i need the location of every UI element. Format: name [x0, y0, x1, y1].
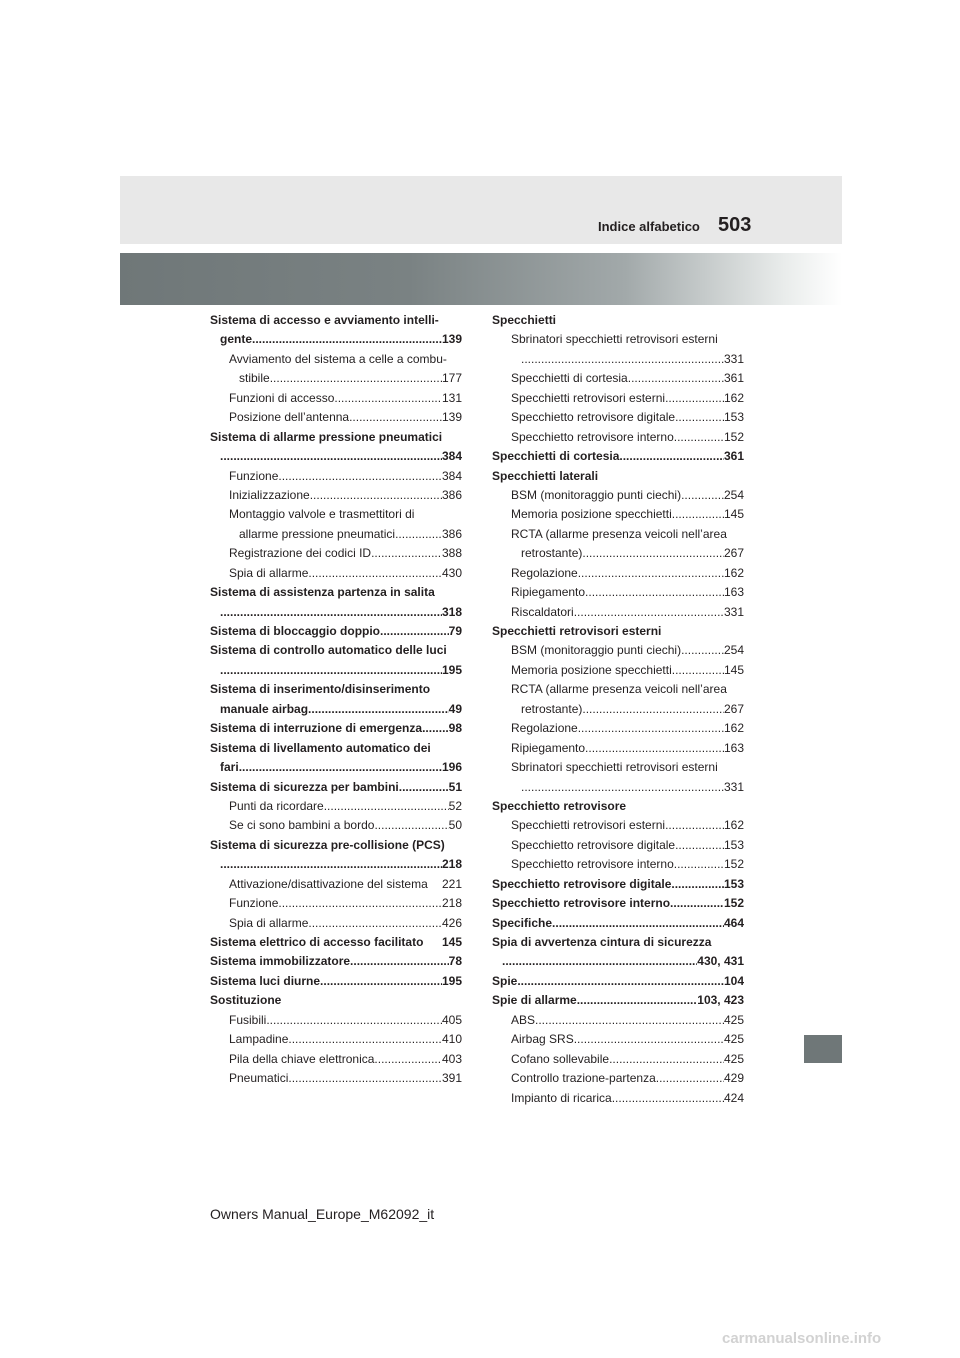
dot-leader [681, 486, 724, 505]
index-entry [210, 564, 462, 583]
index-entry-page: 152 [723, 429, 744, 444]
dot-leader [681, 641, 724, 660]
index-entry: Sostituzione [210, 993, 282, 1008]
index-entry [492, 369, 744, 388]
index-entry [210, 1050, 462, 1069]
header-gradient-band [120, 253, 842, 305]
index-entry [492, 428, 744, 447]
index-entry [210, 467, 462, 486]
index-entry [210, 875, 462, 894]
dot-leader [577, 991, 698, 1010]
index-entry-text: Specchietti retrovisori esterni [511, 818, 666, 833]
index-entry-page: 221 [441, 876, 462, 891]
index-entry: Specchietti [492, 313, 557, 327]
dot-leader [320, 972, 442, 991]
index-entry-page: 403 [441, 1051, 462, 1066]
index-entry [492, 544, 744, 563]
dot-leader [270, 369, 442, 388]
index-entry-page: 196 [441, 760, 462, 775]
index-entry [210, 1011, 462, 1030]
index-entry-page: 429 [723, 1071, 744, 1086]
page-number: 503 [718, 214, 752, 236]
index-entry-page: 51 [448, 779, 462, 794]
index-entry [492, 447, 744, 466]
index-entry-page: 254 [723, 643, 744, 658]
index-entry-text: Specchietto retrovisore interno [511, 857, 674, 872]
index-entry-page: 388 [441, 546, 462, 561]
index-entry: Montaggio valvole e trasmettitori di [229, 507, 415, 522]
index-entry [210, 719, 462, 738]
index-entry [492, 914, 744, 933]
index-entry: Sistema di accesso e avviamento intelli- [210, 313, 439, 327]
index-entry-page: 425 [723, 1012, 744, 1027]
index-entry [492, 991, 744, 1010]
dot-leader [672, 661, 724, 680]
index-entry [492, 1069, 744, 1088]
index-entry-text: Inizializzazione [229, 487, 310, 502]
dot-leader [310, 486, 442, 505]
index-entry-text: BSM (monitoraggio punti ciechi) [511, 487, 682, 502]
index-entry-page: 410 [441, 1032, 462, 1047]
index-entry [210, 486, 462, 505]
dot-leader [517, 972, 724, 991]
index-entry [492, 350, 744, 369]
index-entry-text: Ripiegamento [511, 740, 586, 755]
index-entry [492, 952, 744, 971]
dot-leader [308, 914, 442, 933]
index-entry-page: 152 [723, 896, 744, 911]
index-entry-text: ABS [511, 1012, 536, 1027]
dot-leader [278, 467, 442, 486]
index-entry [210, 700, 462, 719]
dot-leader [266, 1011, 442, 1030]
index-entry-text: Sistema di sicurezza per bambini [210, 779, 399, 794]
index-entry: Sbrinatori specchietti retrovisori esterni [511, 332, 718, 347]
index-entry-page: 79 [448, 624, 462, 638]
index-entry: Sistema di inserimento/disinserimento [210, 682, 431, 697]
index-entry-page: 331 [723, 779, 744, 794]
dot-leader [671, 875, 724, 894]
index-entry [492, 972, 744, 991]
index-entry-text: Registrazione dei codici ID [229, 546, 372, 561]
index-entry-page: 153 [723, 410, 744, 425]
index-entry-page: 52 [448, 798, 462, 813]
index-entry-page: 267 [723, 701, 744, 716]
footer-manual-id: Owners Manual_Europe_M62092_it [210, 1206, 435, 1222]
section-tab-marker [804, 1035, 842, 1063]
index-entry-text: Lampadine [229, 1032, 289, 1047]
index-entry-text: Specchietti di cortesia [492, 449, 620, 464]
index-entry [210, 816, 462, 835]
index-entry-text: Sistema immobilizzatore [210, 954, 351, 969]
dot-leader [374, 1050, 442, 1069]
index-entry [492, 719, 744, 738]
index-entry-text: Attivazione/disattivazione del sistema [229, 876, 428, 891]
dot-leader [612, 1089, 724, 1108]
index-entry-page: 163 [723, 585, 744, 600]
index-entry-page: 153 [723, 837, 744, 852]
dot-leader [349, 408, 442, 427]
index-entry-text: Spia di allarme [229, 915, 309, 930]
dot-leader [422, 719, 449, 738]
index-entry-text: retrostante) [521, 546, 583, 561]
dot-leader [582, 700, 724, 719]
dot-leader [578, 564, 724, 583]
index-entry-text: Funzioni di accesso [229, 390, 335, 405]
index-entry: Avviamento del sistema a celle a combu- [229, 351, 447, 366]
index-entry-page: 331 [723, 604, 744, 619]
index-entry [492, 1030, 744, 1049]
index-entry-text: Funzione [229, 468, 279, 483]
index-entry: Sistema di sicurezza pre-collisione (PCS) [210, 837, 445, 852]
index-entry: Specchietti retrovisori esterni [492, 624, 662, 638]
index-entry [492, 583, 744, 602]
index-entry-text: Sistema elettrico di accesso facilitato [210, 935, 424, 949]
index-entry-text: Specchietto retrovisore digitale [492, 876, 672, 891]
index-entry: Sistema di livellamento automatico dei [210, 740, 431, 755]
index-entry [492, 778, 744, 797]
index-entry-text: Spia di allarme [229, 565, 309, 580]
index-entry-page: 464 [723, 915, 744, 930]
index-entry-text: Regolazione [511, 565, 578, 580]
dot-leader [423, 933, 442, 952]
dot-leader [350, 952, 449, 971]
index-entry-page: 103, 423 [697, 993, 744, 1008]
index-entry-page: 386 [441, 487, 462, 502]
index-entry [210, 661, 462, 680]
dot-leader [220, 603, 442, 622]
index-entry-text: Controllo trazione-partenza [511, 1071, 656, 1086]
dot-leader [288, 1030, 442, 1049]
index-entry-text: Memoria posizione specchietti [511, 662, 672, 677]
index-entry [210, 1030, 462, 1049]
index-entry-page: 424 [723, 1090, 744, 1105]
dot-leader [578, 719, 724, 738]
index-entry [492, 603, 744, 622]
dot-leader [521, 778, 724, 797]
index-entry [492, 1089, 744, 1108]
index-entry-text: Specchietto retrovisore digitale [511, 410, 676, 425]
index-entry-page: 254 [723, 487, 744, 502]
index-entry-page: 162 [723, 721, 744, 736]
dot-leader [675, 408, 724, 427]
index-entry-text: Riscaldatori [511, 604, 574, 619]
index-entry-text: Cofano sollevabile [511, 1051, 610, 1066]
index-entry-page: 104 [723, 973, 744, 988]
dot-leader [395, 525, 442, 544]
index-entry [492, 641, 744, 660]
index-entry-page: 384 [441, 449, 462, 464]
index-entry-page: 139 [441, 410, 462, 425]
index-entry [210, 894, 462, 913]
index-entry-page: 49 [448, 701, 462, 716]
index-entry [210, 972, 462, 991]
index-entry [210, 778, 462, 797]
dot-leader [380, 622, 449, 641]
index-entry [210, 622, 462, 641]
index-entry-text: allarme pressione pneumatici [239, 526, 396, 541]
index-entry-text: gente [220, 332, 253, 347]
index-entry-page: 162 [723, 565, 744, 580]
index-entry-page: 195 [441, 973, 462, 988]
index-entry-page: 361 [723, 449, 744, 464]
index-entry-text: Pila della chiave elettronica [229, 1051, 375, 1066]
index-entry-text: Funzione [229, 896, 279, 911]
index-entry [492, 875, 744, 894]
index-entry [210, 603, 462, 622]
index-entry-text: Impianto di ricarica [511, 1090, 612, 1105]
dot-leader [585, 739, 724, 758]
index-column-right [492, 311, 744, 1108]
dot-leader [220, 447, 442, 466]
index-column-left [210, 311, 462, 1089]
index-entry-page: 153 [723, 876, 744, 891]
index-entry-text: Specchietto retrovisore interno [511, 429, 674, 444]
dot-leader [670, 894, 724, 913]
index-entry-text: Airbag SRS [511, 1032, 574, 1047]
index-entry-text: Posizione dell’antenna [229, 410, 350, 425]
index-entry [492, 389, 744, 408]
index-entry: Sistema di assistenza partenza in salita [210, 585, 435, 600]
index-entry-text: Ripiegamento [511, 585, 586, 600]
index-entry-page: 430 [441, 565, 462, 580]
dot-leader [665, 816, 724, 835]
dot-leader [521, 350, 724, 369]
dot-leader [324, 797, 449, 816]
dot-leader [428, 875, 442, 894]
index-entry [492, 486, 744, 505]
index-entry-text: manuale airbag [220, 701, 309, 716]
index-entry-text: stibile [239, 371, 270, 386]
watermark: carmanualsonline.info [722, 1330, 882, 1347]
dot-leader [552, 914, 724, 933]
dot-leader [288, 1069, 442, 1088]
index-entry-text: Spie [492, 973, 518, 988]
dot-leader [628, 369, 724, 388]
index-entry [492, 408, 744, 427]
index-entry [210, 797, 462, 816]
index-entry [210, 855, 462, 874]
index-entry [492, 564, 744, 583]
index-entry-text: Specifiche [492, 915, 553, 930]
dot-leader [675, 836, 724, 855]
index-entry-page: 425 [723, 1051, 744, 1066]
dot-leader [239, 758, 442, 777]
index-entry [210, 1069, 462, 1088]
index-entry-text: Regolazione [511, 721, 578, 736]
index-entry-page: 318 [441, 604, 462, 619]
index-entry-text: Sistema luci diurne [210, 973, 321, 988]
dot-leader [619, 447, 724, 466]
index-entry [492, 855, 744, 874]
dot-leader [582, 544, 724, 563]
dot-leader [656, 1069, 724, 1088]
section-title: Indice alfabetico [598, 219, 700, 234]
index-entry-text: Specchietti retrovisori esterni [511, 390, 666, 405]
index-entry [210, 447, 462, 466]
index-entry-text: Specchietto retrovisore interno [492, 896, 671, 911]
index-entry: Specchietto retrovisore [492, 798, 627, 813]
index-entry-page: 267 [723, 546, 744, 561]
dot-leader [585, 583, 724, 602]
index-entry-page: 195 [441, 662, 462, 677]
index-entry [492, 816, 744, 835]
index-entry-text: fari [220, 760, 239, 775]
index-entry [210, 933, 462, 952]
dot-leader [399, 778, 449, 797]
dot-leader [374, 816, 448, 835]
dot-leader [334, 389, 442, 408]
index-entry [492, 505, 744, 524]
index-entry-page: 405 [441, 1012, 462, 1027]
index-entry-page: 386 [441, 526, 462, 541]
index-entry: RCTA (allarme presenza veicoli nell’area [511, 526, 727, 541]
index-entry-text: Punti da ricordare [229, 798, 324, 813]
index-entry-page: 177 [441, 371, 462, 386]
dot-leader [220, 661, 442, 680]
index-entry-text: Fusibili [229, 1012, 267, 1027]
index-entry-text: Pneumatici [229, 1071, 289, 1086]
index-entry [492, 836, 744, 855]
index-entry-text: Se ci sono bambini a bordo [229, 818, 375, 833]
index-entry [210, 758, 462, 777]
dot-leader [308, 564, 442, 583]
index-entry-page: 78 [448, 954, 462, 969]
index-entry [210, 952, 462, 971]
index-entry-page: 384 [441, 468, 462, 483]
dot-leader [308, 700, 449, 719]
index-entry-text: Sistema di bloccaggio doppio [210, 624, 381, 638]
dot-leader [502, 952, 697, 971]
index-entry [210, 408, 462, 427]
dot-leader [665, 389, 724, 408]
dot-leader [220, 855, 442, 874]
index-entry [492, 1011, 744, 1030]
index-entry [492, 894, 744, 913]
index-entry: Sbrinatori specchietti retrovisori esterni [511, 760, 718, 775]
dot-leader [672, 505, 724, 524]
index-entry-text: Sistema di interruzione di emergenza [210, 721, 423, 736]
index-entry-page: 425 [723, 1032, 744, 1047]
dot-leader [278, 894, 442, 913]
index-entry-page: 218 [441, 857, 462, 872]
index-entry [492, 700, 744, 719]
index-entry [210, 525, 462, 544]
index-entry [210, 914, 462, 933]
index-entry [210, 389, 462, 408]
index-entry [492, 739, 744, 758]
index-entry-page: 50 [448, 818, 462, 833]
dot-leader [574, 603, 724, 622]
index-entry-page: 391 [441, 1071, 462, 1086]
index-entry-page: 331 [723, 351, 744, 366]
dot-leader [574, 1030, 724, 1049]
index-entry-text: Specchietto retrovisore digitale [511, 837, 676, 852]
index-entry-text: BSM (monitoraggio punti ciechi) [511, 643, 682, 658]
index-entry-page: 139 [441, 332, 462, 347]
index-entry-page: 98 [448, 721, 462, 736]
dot-leader [674, 428, 724, 447]
dot-leader [371, 544, 442, 563]
dot-leader [252, 330, 442, 349]
index-entry-page: 162 [723, 390, 744, 405]
index-entry-page: 131 [441, 390, 462, 405]
index-entry [210, 330, 462, 349]
index-entry-page: 426 [441, 915, 462, 930]
index-entry: Sistema di controllo automatico delle luci [210, 643, 447, 658]
index-entry-page: 163 [723, 740, 744, 755]
index-entry: Sistema di allarme pressione pneumatici [210, 429, 443, 444]
index-entry [210, 544, 462, 563]
index-entry-page: 218 [441, 896, 462, 911]
index-entry-page: 152 [723, 857, 744, 872]
index-entry-page: 162 [723, 818, 744, 833]
index-entry-page: 145 [723, 507, 744, 522]
index-entry-text: Specchietti di cortesia [511, 371, 628, 386]
index-entry-page: 145 [723, 662, 744, 677]
index-entry [492, 1050, 744, 1069]
index-entry-page: 145 [441, 935, 462, 949]
dot-leader [609, 1050, 724, 1069]
index-entry-text: Memoria posizione specchietti [511, 507, 672, 522]
index-entry-page: 430, 431 [697, 954, 744, 969]
index-entry [492, 661, 744, 680]
dot-leader [535, 1011, 724, 1030]
index-entry-page: 361 [723, 371, 744, 386]
index-entry-text: Spie di allarme [492, 993, 577, 1008]
index-entry-text: retrostante) [521, 701, 583, 716]
dot-leader [674, 855, 724, 874]
index-entry: Specchietti laterali [492, 468, 599, 483]
index-entry: RCTA (allarme presenza veicoli nell’area [511, 682, 727, 697]
index-entry [210, 369, 462, 388]
index-entry: Spia di avvertenza cintura di sicurezza [492, 935, 712, 949]
